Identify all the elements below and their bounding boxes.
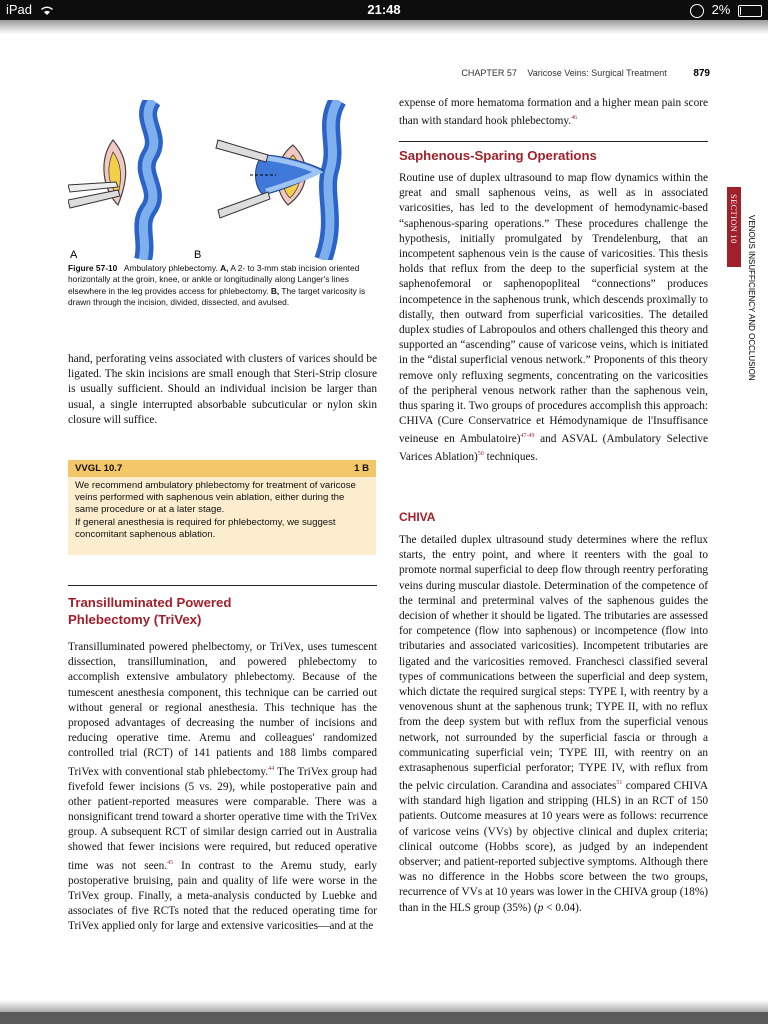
text-span: < 0.04). bbox=[543, 901, 582, 914]
text-span: expense of more hematoma formation and a higher mean pain score than with standard hook phlebectomy. bbox=[399, 97, 708, 127]
caption-text: A 2- to 3-mm stab incision oriented horizontally at the groin, knee, or ankle or longitudinally along Langer's lines elsewhere in the leg provides access for phlebectomy. bbox=[68, 263, 360, 296]
status-time: 21:48 bbox=[367, 2, 401, 17]
text-span: Transilluminated powered phelbectomy, or TriVex, uses tumescent dissection, transillumination, and powered phlebectomy to accomplish extensive ambulatory phlebectomy. Because of the tumescent anesthesia component, this technique can be carried out without general or regional anesthesia. This technique has the proposed advantages of decreasing the number of incisions and reducing operative time. Aremu and colleagues' randomized controlled trial (RCT) of 141 patients and 188 limbs compared TriVex with conventional stab phlebectomy. bbox=[68, 641, 377, 778]
reference-link[interactable]: 51 bbox=[616, 780, 623, 787]
chapter-number: CHAPTER 57 bbox=[461, 68, 517, 78]
page-top-shadow bbox=[0, 20, 768, 34]
caption-number: Figure 57-10 bbox=[68, 263, 118, 273]
guideline-text: If general anesthesia is required for phlebectomy, we suggest concomitant saphenous ablation. bbox=[75, 516, 336, 540]
guideline-text: We recommend ambulatory phlebectomy for treatment of varicose veins performed with saphenous vein ablation, either during the same procedure or at a later stage. bbox=[75, 480, 356, 516]
saphenous-text bbox=[399, 171, 708, 465]
status-right bbox=[690, 2, 762, 18]
section-title-trivex bbox=[68, 594, 231, 628]
text-span: compared CHIVA with standard high ligation and stripping (HLS) in an RCT of 150 patients. Outcome measures at 10 years were as follows: recurrence of varicose veins (VVs) by objective clinical and duplex criteria; clinical outcome (Hobbs score), as judged by an independent observer; and patient-reported subjective symptoms. Although there was no difference in the Hobbs score between the two groups, recurrence of VVs at 10 years was lower in the CHIVA group (18%) than in the HLS group (35%) ( bbox=[399, 780, 708, 914]
device-label: iPad bbox=[6, 2, 33, 17]
section-rule bbox=[399, 141, 708, 142]
reference-link[interactable]: 44 bbox=[268, 765, 275, 772]
guideline-header bbox=[68, 460, 376, 477]
trivex-text bbox=[68, 640, 377, 934]
text-span: Routine use of duplex ultrasound to map flow dynamics within the great and small saphenous veins, as well as in associated varicosities, has led to the development of hemodynamic-based “saphenous-sparing operations.” These procedures challenge the hypothesis, initially promulgated by Trendelenburg, that an incompetent saphenous vein is the cause of varicosities. This thesis holds that reflux from the deep to the superficial system at the saphenofemoral or saphenopopliteal “connections” produces incompetence in the saphenous trunk, which descends proximally to distally, then outward from superficial varicosities. The detailed duplex studies of Labropoulos and others challenged this theory and supported an “ascending” cause of varicose veins, which is initiated in the “distal superficial venous network.” Proponents of this theory remove only refluxing segments, concentrating on the varicosities of the peripheral venous network rather than the saphenous vein, thus sparing it. Two groups of procedures accomplish this approach: CHIVA (Cure Conservatrice et Hémodynamique de l'Insuffisance veineuse en Ambulatoire) bbox=[399, 172, 708, 446]
guideline-body bbox=[68, 477, 376, 544]
battery-percent: 2% bbox=[711, 2, 731, 17]
section-tab-label bbox=[727, 194, 741, 274]
section-number: SECTION 10 bbox=[729, 194, 739, 244]
page-bottom-shadow bbox=[0, 1000, 768, 1012]
page-number: 879 bbox=[693, 68, 710, 79]
paragraph bbox=[399, 171, 708, 465]
figure-label-b: B bbox=[194, 249, 202, 260]
chiva-text bbox=[399, 533, 708, 916]
rotation-lock-icon bbox=[690, 4, 704, 18]
text-span: p bbox=[537, 901, 544, 914]
chapter-title: Varicose Veins: Surgical Treatment bbox=[527, 68, 667, 78]
figure-illustration bbox=[68, 100, 378, 260]
section-topic: VENOUS INSUFFICIENCY AND OCCLUSION bbox=[747, 215, 756, 381]
text-span: techniques. bbox=[483, 451, 538, 464]
reference-link[interactable]: 45 bbox=[167, 859, 174, 866]
figure-caption bbox=[68, 263, 378, 309]
right-top-text bbox=[399, 96, 708, 129]
reference-link[interactable]: 47-49 bbox=[520, 433, 535, 440]
guideline-box bbox=[68, 460, 376, 555]
caption-panel-b: B, bbox=[270, 285, 280, 296]
status-bar bbox=[0, 0, 768, 20]
battery-icon bbox=[738, 5, 762, 17]
text-span: and ASVAL (Ambulatory Selective Varices Ablation) bbox=[399, 433, 708, 464]
section-title-chiva: CHIVA bbox=[399, 510, 436, 524]
caption-text: Ambulatory phlebectomy. bbox=[123, 263, 218, 273]
text-span: The detailed duplex ultrasound study determines where the reflux starts, the entry point, and where it reenters with the goal to promote normal superficial to deep flow through reentry perforating veins during muscular diastole. Determination of the competence of the terminal and preterminal valves of the saphenous guides the decision of whether it should be ligated. The tributaries are assessed for competence (flow into saphenous) or incompetence (flow into tributaries and associated varicosities). Incompetent tributaries are ligated and the varicosities removed. Franchesci classified several types of communications between the superficial and deep system, which dictate the required surgical steps: TYPE I, with reentry by a venovenous shunt at the saphenous trunk; TYPE II, with no reflux from the deep system but with reflux from the superficial venous network, not surrounded by the superficial fascia or through a communicating superficial vein; TYPE III, with reentry on an extrasaphenous superficial perforator; TYPE IV, with reflux from the pelvic circulation. Carandina and associates bbox=[399, 534, 708, 793]
section-rule bbox=[68, 585, 377, 586]
book-page[interactable] bbox=[0, 20, 768, 1012]
caption-text: The target varicosity is drawn through the incision, divided, dissected, and avulsed. bbox=[68, 285, 366, 308]
paragraph bbox=[399, 96, 708, 129]
paragraph bbox=[399, 533, 708, 916]
text-span: The TriVex group had fivefold fewer incisions (5 vs. 29), while postoperative pain and other patient-reported measures were comparable. There was a nonsignificant trend toward a shorter operative time with the TriVex group. A subsequent RCT of similar design carried out in Australia showed that fewer incisions were required, but reduced operative time was not seen. bbox=[68, 765, 377, 872]
reference-link[interactable]: 50 bbox=[477, 451, 484, 458]
reference-link[interactable]: 46 bbox=[571, 115, 578, 122]
caption-panel-a: A, bbox=[220, 263, 229, 273]
figure-label-a: A bbox=[70, 249, 78, 260]
guideline-grade: 1 B bbox=[354, 463, 369, 474]
paragraph: hand, perforating veins associated with clusters of varices should be ligated. The skin incisions are small enough that Steri-Strip closure is usually sufficient. Should an individual incision be larger than usual, a single interrupted absorbable subcuticular or nylon skin closure will suffice. bbox=[68, 353, 377, 426]
section-title-line: Transilluminated Powered bbox=[68, 595, 232, 610]
section-side-title bbox=[742, 215, 758, 455]
section-title-saphenous: Saphenous-Sparing Operations bbox=[399, 148, 597, 163]
guideline-title: VVGL 10.7 bbox=[75, 463, 123, 474]
text-span: In contrast to the Aremu study, early postoperative bruising, pain and quality of life were worse in the TriVex group. Finally, a meta-analysis conducted by Luebke and associates of five RCTs noted that the reduced operating time for TriVex applied only for large and extensive varicosities—and at the bbox=[68, 859, 377, 933]
paragraph bbox=[68, 640, 377, 934]
section-title-line: Phlebectomy (TriVex) bbox=[68, 612, 202, 627]
running-header bbox=[461, 68, 710, 79]
left-paragraph bbox=[68, 352, 377, 428]
